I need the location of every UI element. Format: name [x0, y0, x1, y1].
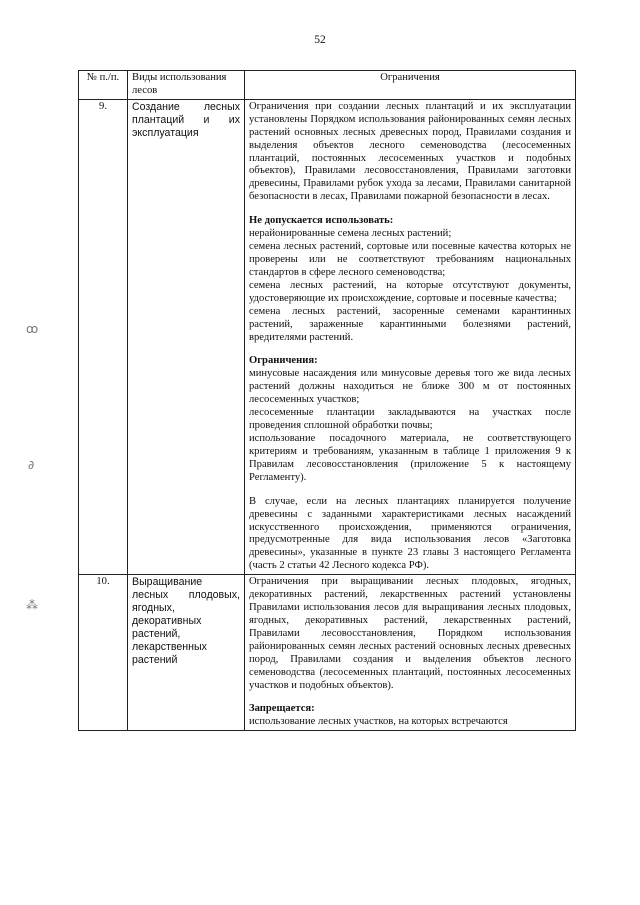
table-header-row [79, 71, 576, 100]
paragraph: семена лесных растений, на которые отсутствуют документы, удостоверяющие их происхождение, сортовые и посевные качества; [249, 279, 571, 304]
section-heading: Не допускается использовать: [249, 215, 394, 227]
paragraph: лесосеменные плантации закладываются на участках после проведения сплошной обработки почвы; [249, 407, 571, 432]
paragraph-gap [249, 204, 571, 215]
header-use: Виды использования лесов [128, 71, 245, 100]
table-row [79, 99, 576, 574]
table-row [79, 575, 576, 731]
section-heading: Запрещается: [249, 703, 315, 715]
paragraph: использование посадочного материала, не соответствующего критериям и требованиям, указанным в таблице 1 приложения 9 к Правилам лесовосстановления (приложение 5 к настоящему Регламенту). [249, 432, 571, 483]
row-number: 10. [79, 575, 128, 731]
margin-mark: ꝏ [26, 322, 39, 336]
header-num: № п./п. [79, 71, 128, 100]
paragraph: использование лесных участков, на которых встречаются [249, 716, 508, 728]
restrictions-cell [245, 99, 576, 574]
paragraph: В случае, если на лесных плантациях планируется получение древесины с заданными характеристиками лесных насаждений искусственного происхождения, применяются ограничения, предусмотренные для вида использования лесов «Заготовка древесины», указанные в пункте 23 главы 3 настоящего Регламента (часть 2 статьи 42 Лесного кодекса РФ). [249, 495, 571, 572]
margin-mark: ⁂ [26, 598, 38, 612]
paragraph-gap [249, 344, 571, 355]
page-number: 52 [314, 34, 326, 46]
paragraph: семена лесных растений, сортовые или посевные качества которых не проверены или не соответствуют требованиям национальных стандартов в сфере лесного семеноводства; [249, 241, 571, 278]
paragraph-gap [249, 692, 571, 703]
paragraph: Ограничения при создании лесных плантаций и их эксплуатации установлены Порядком использования районированных семян лесных растений основных лесных древесных пород, Правилами создания и выделения объектов лесного семеноводства (лесосеменных плантаций, постоянных лесосеменных участков и подобных объектов), Правилами лесовосстановления, Правилами заготовки древесины, Правилами рубок ухода за лесами, Правилами санитарной безопасности в лесах, Правилами пожарной безопасности в лесах. [249, 100, 571, 203]
paragraph-gap [249, 485, 571, 496]
margin-mark: ∂ [28, 458, 35, 472]
section-heading: Ограничения: [249, 355, 318, 367]
restrictions-table [78, 70, 576, 731]
paragraph: Ограничения при выращивании лесных плодовых, ягодных, декоративных растений, лекарственных растений установлены Правилами использования лесов для выращивания лесных плодовых, ягодных, декоративных растений, лекарственных растений, Правилами лесовосстановления, Порядком использования районированных семян лесных растений основных лесных древесных пород, Правилами создания и выделения объектов лесного семеноводства (лесосеменных плантаций, постоянных лесосеменных участков и подобных объектов). [249, 576, 571, 691]
paragraph: нерайонированные семена лесных растений; [249, 228, 452, 240]
header-limits: Ограничения [245, 71, 576, 100]
use-type: Создание лесных плантаций и их эксплуатация [128, 99, 245, 574]
paragraph: семена лесных растений, засоренные семенами карантинных растений, зараженные карантинными болезнями растений, вредителями растений. [249, 305, 571, 343]
paragraph: минусовые насаждения или минусовые деревья того же вида лесных растений должны находиться не ближе 300 м от постоянных лесосеменных участков; [249, 368, 571, 406]
use-type: Выращивание лесных плодовых, ягодных, декоративных растений, лекарственных растений [128, 575, 245, 731]
restrictions-cell [245, 575, 576, 731]
row-number: 9. [79, 99, 128, 574]
